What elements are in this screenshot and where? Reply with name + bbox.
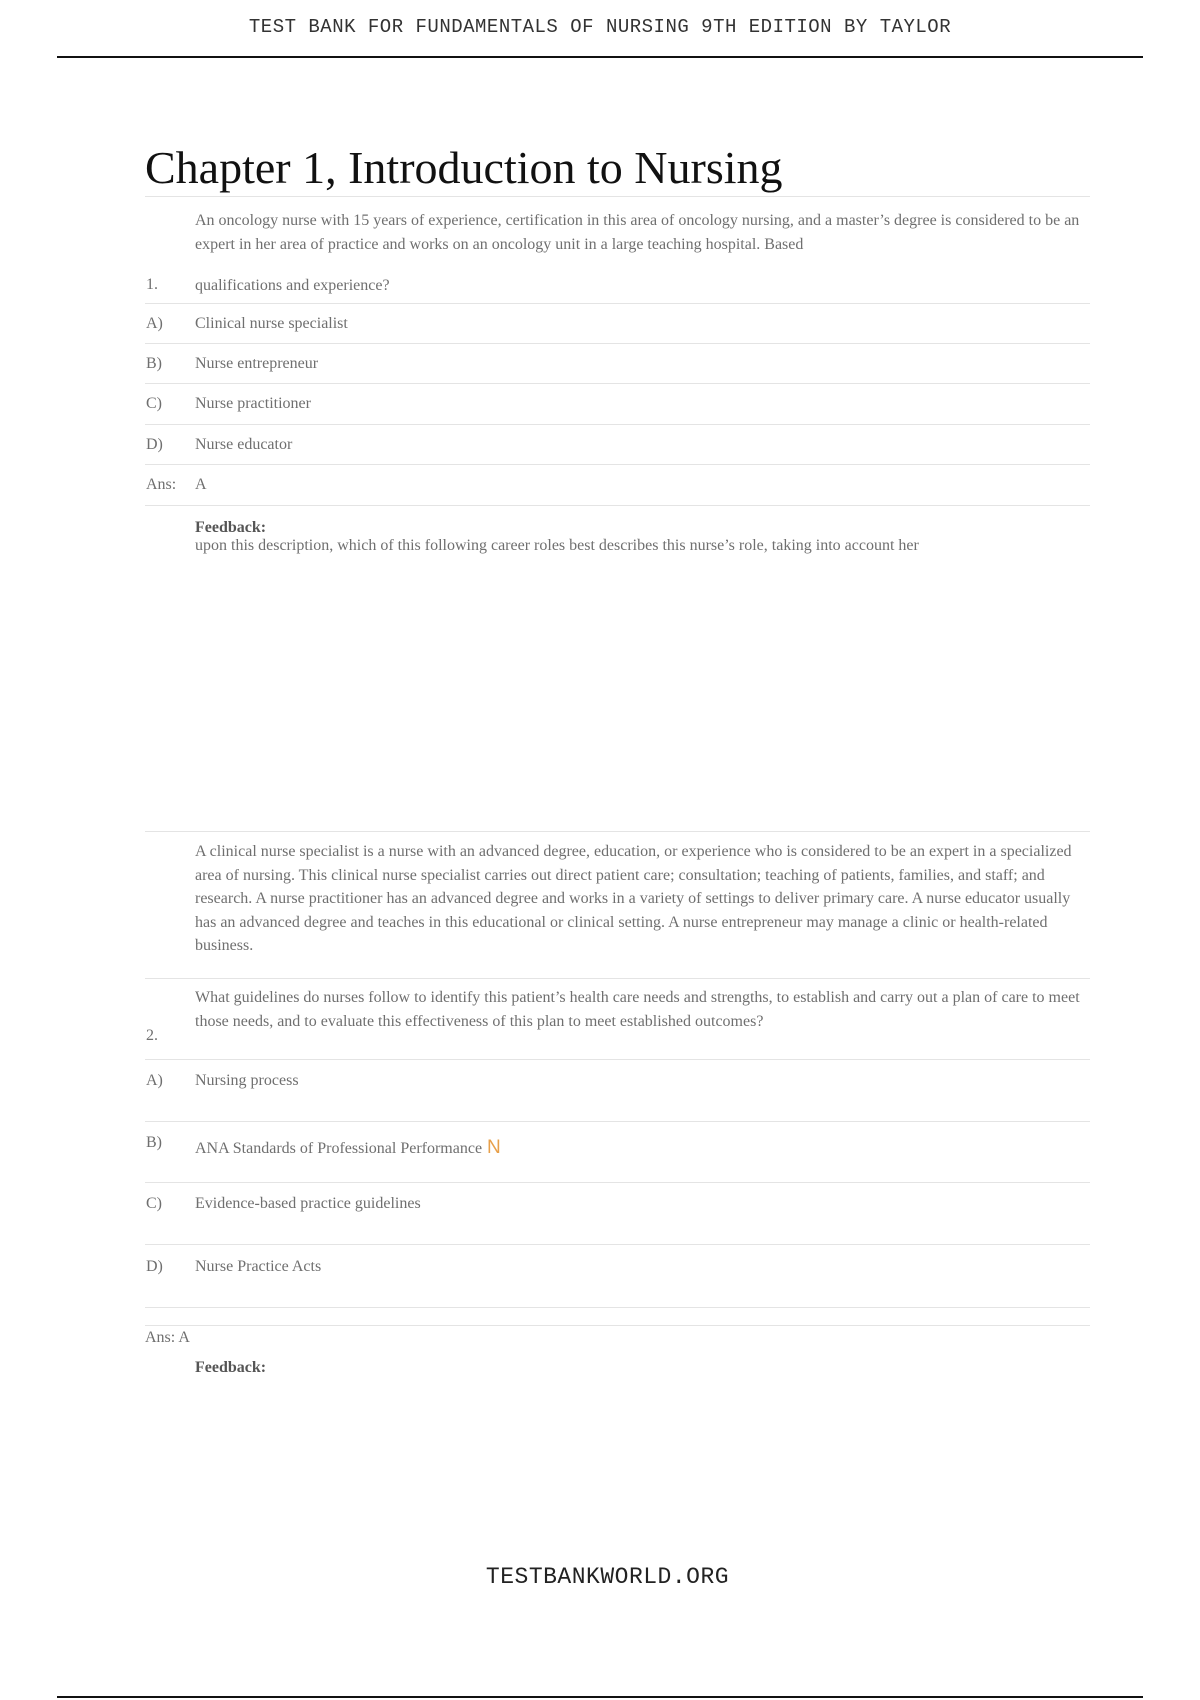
divider [145,1182,1090,1183]
q2-feedback-label: Feedback: [195,1359,267,1376]
q2-option-b-label: B) [146,1134,162,1151]
q2-option-a-label: A) [146,1072,163,1089]
divider [145,383,1090,384]
divider [145,1121,1090,1122]
q2-option-b-text: ANA Standards of Professional Performance [195,1140,483,1157]
divider [145,343,1090,344]
q1-explanation: A clinical nurse specialist is a nurse with an advanced degree, education, or experience who is considered to be an expert in a specialized area of nursing. This clinical nurse specialist carries out direct patient care; consultation; teaching of patients, families, and staff; and research. A nurse practitioner has an advanced degree and works in a variety of settings to deliver primary care. A nurse educator usually has an advanced degree and teaches in this educational or clinical setting. A nurse entrepreneur may manage a clinic or health-related business. [195,843,1072,954]
q1-answer-value: A [195,476,207,493]
divider [145,424,1090,425]
footer-rule [57,1696,1143,1698]
q2-option-d-text: Nurse Practice Acts [195,1258,322,1275]
q2-option-b-mark: N [487,1137,501,1158]
divider [145,978,1090,979]
q1-option-b-text: Nurse entrepreneur [195,355,319,372]
q1-feedback-line: upon this description, which of this following career roles best describes this nurse’s role, taking into account her [195,537,919,554]
q2-option-c-text: Evidence-based practice guidelines [195,1195,421,1212]
q1-stem: An oncology nurse with 15 years of experience, certification in this area of oncology nursing, and a master’s degree is considered to be an expert in her area of practice and works on an oncology unit in a large teaching hospital. Based [195,212,1080,253]
q2-option-d-label: D) [146,1258,163,1275]
q1-option-a-text: Clinical nurse specialist [195,315,348,332]
q2-option-b [195,1136,501,1161]
q2-answer: Ans: A [145,1329,190,1346]
divider [145,1244,1090,1245]
q1-option-b-label: B) [146,355,162,372]
divider [145,1059,1090,1060]
q1-option-d-label: D) [146,436,163,453]
title-underline [145,196,1090,197]
q1-stem-continued: qualifications and experience? [195,277,390,294]
q1-option-c-label: C) [146,395,162,412]
q2-option-a-text: Nursing process [195,1072,299,1089]
q1-answer-label: Ans: [146,476,177,493]
q1-number: 1. [146,276,158,293]
header-rule [57,56,1143,58]
q2-stem: What guidelines do nurses follow to identify this patient’s health care needs and strengths, to establish and carry out a plan of care to meet those needs, and to evaluate this effectiveness of this plan to meet established outcomes? [195,989,1080,1030]
divider [145,303,1090,304]
q2-option-c-label: C) [146,1195,162,1212]
q1-option-a-label: A) [146,315,163,332]
q2-number: 2. [146,1027,158,1044]
divider [145,1307,1090,1308]
q1-option-d-text: Nurse educator [195,436,293,453]
q1-option-c-text: Nurse practitioner [195,395,311,412]
divider [145,831,1090,832]
footer-site: TESTBANKWORLD.ORG [485,1564,730,1590]
running-header: TEST BANK FOR FUNDAMENTALS OF NURSING 9TH EDITION BY TAYLOR [248,16,952,38]
q1-feedback-label: Feedback: [195,519,267,536]
divider [145,464,1090,465]
divider [145,1325,1090,1326]
divider [145,505,1090,506]
chapter-title: Chapter 1, Introduction to Nursing [145,142,783,193]
